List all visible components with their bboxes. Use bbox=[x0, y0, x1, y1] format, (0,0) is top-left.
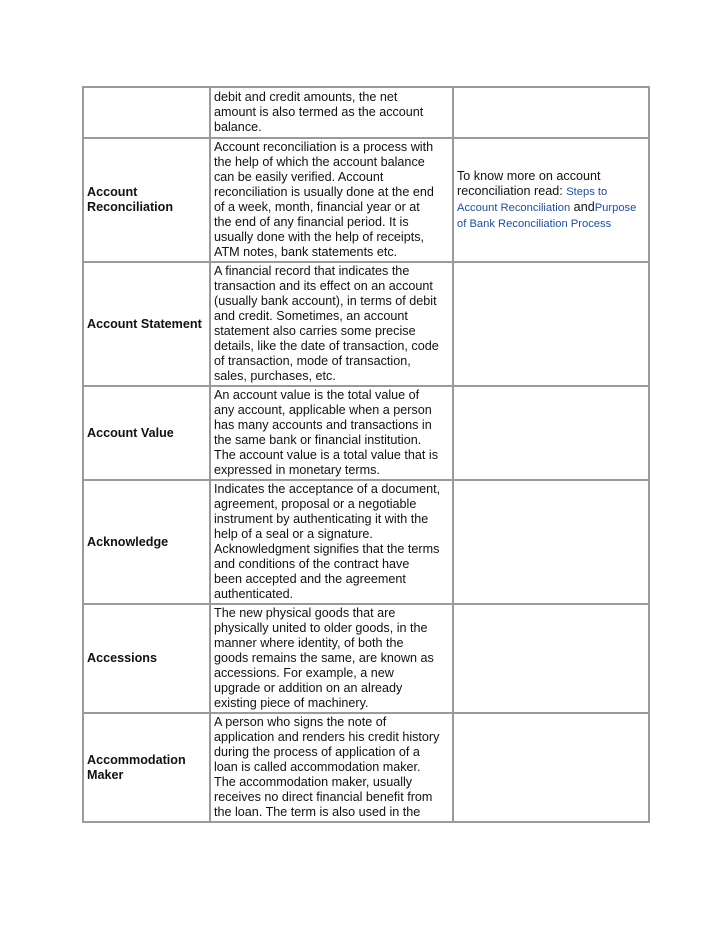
more-info-cell bbox=[453, 713, 649, 822]
term-cell bbox=[83, 87, 210, 138]
more-info-joiner: and bbox=[570, 199, 595, 214]
table-row bbox=[83, 480, 649, 604]
more-info-cell bbox=[453, 87, 649, 138]
definition-cell: A person who signs the note of application and renders his credit history during the process of application of a loan is called accommodation maker. The accommodation maker, usually receives no direct financial benefit from the loan. The term is also used in the bbox=[210, 713, 453, 822]
term-line: Accommodation bbox=[87, 752, 186, 767]
term-cell: Acknowledge bbox=[83, 480, 210, 604]
more-info-intro: To know more on account reconciliation read: bbox=[457, 168, 601, 198]
table-row bbox=[83, 87, 649, 138]
more-info-cell bbox=[453, 604, 649, 713]
steps-to-account-reconciliation-link[interactable]: Steps to Account Reconciliation bbox=[457, 185, 608, 214]
glossary-table bbox=[82, 86, 650, 823]
term-cell: Accessions bbox=[83, 604, 210, 713]
definition-cell: An account value is the total value of any account, applicable when a person has many accounts and transactions in the same bank or financial institution. The account value is a total value that is expressed in monetary terms. bbox=[210, 386, 453, 480]
term-line: Maker bbox=[87, 767, 124, 782]
more-info-cell bbox=[453, 386, 649, 480]
table-row bbox=[83, 386, 649, 480]
term-cell bbox=[83, 138, 210, 262]
term-line: Account bbox=[87, 185, 138, 199]
table-row bbox=[83, 138, 649, 262]
table-row bbox=[83, 262, 649, 386]
term-cell bbox=[83, 713, 210, 822]
term-cell: Account Value bbox=[83, 386, 210, 480]
definition-cell: A financial record that indicates the transaction and its effect on an account (usually bank account), in terms of debit and credit. Sometimes, an account statement also carries some precise details, like the date of transaction, code of transaction, mode of transaction, sales, purchases, etc. bbox=[210, 262, 453, 386]
definition-cell: Account reconciliation is a process with the help of which the account balance can be easily verified. Account reconciliation is usually done at the end of a week, month, financial year or at the end of any financial period. It is usually done with the help of receipts, ATM notes, bank statements etc. bbox=[210, 138, 453, 262]
term-line: Reconciliation bbox=[87, 200, 174, 214]
table-row bbox=[83, 604, 649, 713]
more-info-cell bbox=[453, 262, 649, 386]
definition-cell: debit and credit amounts, the net amount is also termed as the account balance. bbox=[210, 87, 453, 138]
purpose-of-bank-reconciliation-link[interactable]: Purpose of Bank Reconciliation Process bbox=[457, 201, 637, 230]
term-cell: Account Statement bbox=[83, 262, 210, 386]
more-info-cell bbox=[453, 480, 649, 604]
definition-cell: Indicates the acceptance of a document, agreement, proposal or a negotiable instrument by authenticating it with the help of a seal or a signature. Acknowledgment signifies that the terms and conditions of the contract have been accepted and the agreement authenticated. bbox=[210, 480, 453, 604]
definition-cell: The new physical goods that are physically united to older goods, in the manner where identity, of both the goods remains the same, are known as accessions. For example, a new upgrade or addition on an already existing piece of machinery. bbox=[210, 604, 453, 713]
table-row bbox=[83, 713, 649, 822]
more-info-cell bbox=[453, 138, 649, 262]
